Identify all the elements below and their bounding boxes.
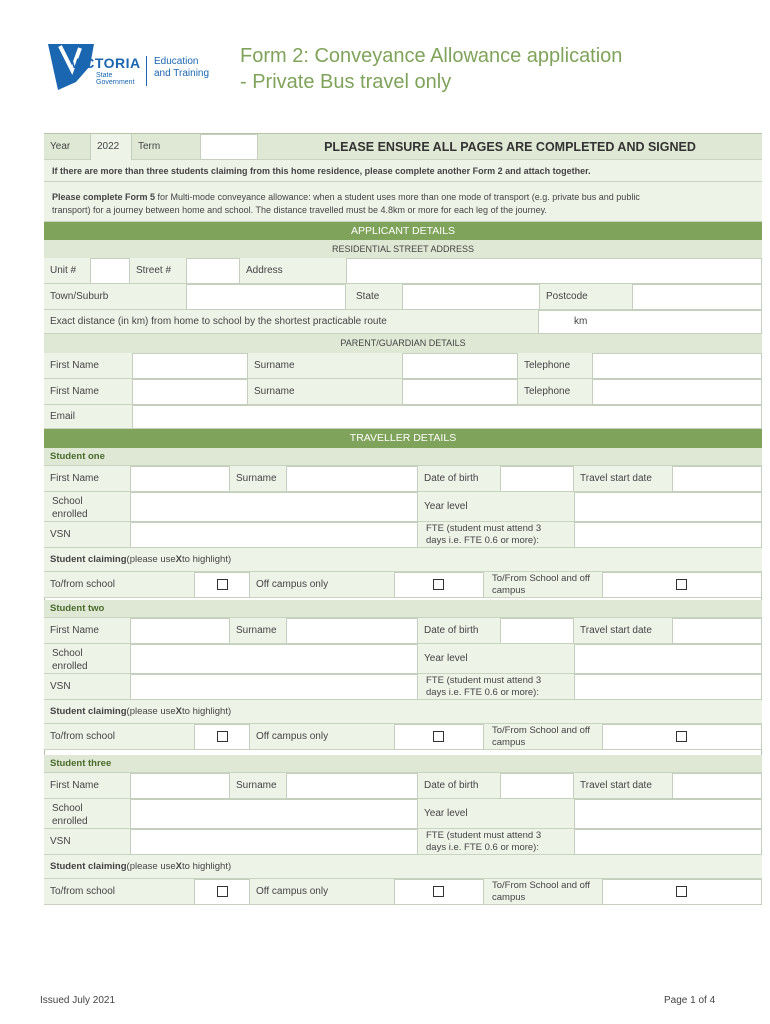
state-label: State	[356, 291, 380, 302]
student2-to-from-label: To/from school	[50, 731, 116, 742]
student1-vsn-input[interactable]	[130, 522, 418, 548]
student2-first-name-label: First Name	[50, 625, 99, 636]
student1-fte-label-2: days i.e. FTE 0.6 or more):	[426, 535, 539, 546]
street-input[interactable]	[186, 258, 240, 284]
student1-school-label-2: enrolled	[52, 509, 88, 520]
term-input[interactable]	[200, 134, 258, 160]
student3-surname-input[interactable]	[286, 773, 418, 799]
student1-first-name-input[interactable]	[130, 466, 230, 492]
student1-fte-label-1: FTE (student must attend 3	[426, 523, 542, 534]
student1-both-label	[492, 573, 590, 597]
student1-both-checkbox[interactable]	[676, 579, 687, 590]
town-label: Town/Suburb	[50, 291, 109, 302]
postcode-label: Postcode	[546, 291, 588, 302]
student2-year-level-label: Year level	[424, 653, 468, 664]
student2-claim-bold: Student claiming	[50, 706, 127, 717]
student3-school-input[interactable]	[130, 799, 418, 829]
student1-year-level-input[interactable]	[574, 492, 762, 522]
traveller-details-heading: TRAVELLER DETAILS	[44, 429, 762, 448]
student3-dob-label: Date of birth	[424, 780, 479, 791]
student3-to-from-label: To/from school	[50, 886, 116, 897]
student1-off-campus-checkbox[interactable]	[433, 579, 444, 590]
logo-divider	[146, 56, 147, 86]
logo	[46, 42, 226, 94]
student2-surname-input[interactable]	[286, 618, 418, 644]
student2-school-label-2: enrolled	[52, 661, 88, 672]
student2-fte-label-1: FTE (student must attend 3	[426, 675, 542, 686]
student1-both-label-1: To/From School and off	[492, 573, 591, 584]
logo-state-text: State	[96, 72, 113, 79]
term-label: Term	[138, 141, 161, 152]
student3-both-checkbox[interactable]	[676, 886, 687, 897]
student1-first-name-label: First Name	[50, 473, 99, 484]
student2-first-name-input[interactable]	[130, 618, 230, 644]
student2-claim-x: X	[175, 706, 183, 717]
student3-dob-input[interactable]	[500, 773, 574, 799]
student2-fte-label-2: days i.e. FTE 0.6 or more):	[426, 687, 539, 698]
parent1-telephone-label: Telephone	[524, 360, 571, 371]
student1-claim-label	[44, 548, 444, 572]
student2-both-label-2: campus	[492, 737, 526, 748]
parent2-surname-input[interactable]	[402, 379, 518, 405]
student3-fte-label	[426, 830, 541, 854]
student1-to-from-checkbox[interactable]	[217, 579, 228, 590]
student2-claim-label	[44, 700, 444, 724]
student2-claim-a: (please use	[126, 706, 176, 717]
student3-fte-label-1: FTE (student must attend 3	[426, 830, 542, 841]
student2-fte-label	[426, 675, 541, 699]
student1-dob-input[interactable]	[500, 466, 574, 492]
student2-school-label	[52, 647, 88, 673]
student1-surname-input[interactable]	[286, 466, 418, 492]
email-label: Email	[50, 411, 76, 422]
year-value: 2022	[90, 134, 132, 160]
student2-dob-label: Date of birth	[424, 625, 479, 636]
student2-year-level-input[interactable]	[574, 644, 762, 674]
student3-to-from-checkbox[interactable]	[217, 886, 228, 897]
student3-year-level-label: Year level	[424, 808, 468, 819]
student2-fte-input[interactable]	[574, 674, 762, 700]
student2-off-campus-label: Off campus only	[256, 731, 329, 742]
logo-victoria-text: VICTORIA	[70, 55, 141, 71]
student2-to-from-checkbox[interactable]	[217, 731, 228, 742]
student1-off-campus-label: Off campus only	[256, 579, 329, 590]
page-number: Page 1 of 4	[664, 995, 716, 1006]
logo-government-text: Government	[96, 79, 135, 86]
info-form5	[52, 191, 758, 217]
student3-fte-input[interactable]	[574, 829, 762, 855]
distance-label: Exact distance (in km) from home to school by the shortest practicable route	[50, 316, 387, 327]
form-title-line2: - Private Bus travel only	[240, 71, 452, 93]
town-input[interactable]	[186, 284, 346, 310]
student1-start-label: Travel start date	[580, 473, 652, 484]
parent2-telephone-label: Telephone	[524, 386, 571, 397]
student1-fte-label	[426, 523, 541, 547]
parent2-surname-label: Surname	[254, 386, 295, 397]
student3-first-name-input[interactable]	[130, 773, 230, 799]
student2-both-checkbox[interactable]	[676, 731, 687, 742]
student2-dob-input[interactable]	[500, 618, 574, 644]
unit-input[interactable]	[90, 258, 130, 284]
student3-claim-x: X	[175, 861, 183, 872]
student2-start-label: Travel start date	[580, 625, 652, 636]
student1-school-label-1: School	[52, 496, 83, 507]
student3-both-label-2: campus	[492, 892, 526, 903]
email-input[interactable]	[132, 405, 762, 429]
student1-claim-x: X	[175, 554, 183, 565]
student3-both-label-1: To/From School and off	[492, 880, 591, 891]
student2-start-input[interactable]	[672, 618, 762, 644]
parent2-telephone-input[interactable]	[592, 379, 762, 405]
student2-heading: Student two	[50, 603, 105, 614]
student3-off-campus-checkbox[interactable]	[433, 886, 444, 897]
student3-school-label	[52, 802, 88, 828]
unit-label: Unit #	[50, 265, 77, 276]
logo-dept-line1: Education	[154, 56, 199, 67]
student1-dob-label: Date of birth	[424, 473, 479, 484]
issued-date: Issued July 2021	[40, 995, 116, 1006]
student1-heading: Student one	[50, 451, 105, 462]
student3-school-label-2: enrolled	[52, 816, 88, 827]
student3-fte-label-2: days i.e. FTE 0.6 or more):	[426, 842, 539, 853]
student1-surname-label: Surname	[236, 473, 277, 484]
parent1-first-name-label: First Name	[50, 360, 99, 371]
parent2-first-name-label: First Name	[50, 386, 99, 397]
student3-claim-bold: Student claiming	[50, 861, 127, 872]
student2-school-input[interactable]	[130, 644, 418, 674]
address-label: Address	[246, 265, 283, 276]
student3-claim-b: to highlight)	[182, 861, 232, 872]
student3-vsn-label: VSN	[50, 836, 71, 847]
student1-claim-a: (please use	[126, 554, 176, 565]
student3-year-level-input[interactable]	[574, 799, 762, 829]
student1-both-label-2: campus	[492, 585, 526, 596]
completion-notice: PLEASE ENSURE ALL PAGES ARE COMPLETED AND SIGNED	[324, 140, 696, 154]
student1-start-input[interactable]	[672, 466, 762, 492]
student1-school-input[interactable]	[130, 492, 418, 522]
student1-school-label	[52, 495, 88, 521]
student1-fte-input[interactable]	[574, 522, 762, 548]
student3-surname-label: Surname	[236, 780, 277, 791]
student3-both-label	[492, 880, 590, 904]
info-multiple-students: If there are more than three students claiming from this home residence, please complete another Form 2 and attach together.	[52, 166, 591, 176]
year-label: Year	[50, 141, 71, 152]
state-input[interactable]	[402, 284, 540, 310]
parent1-first-name-input[interactable]	[132, 353, 248, 379]
student2-school-label-1: School	[52, 648, 83, 659]
student3-heading: Student three	[50, 758, 112, 769]
applicant-details-heading: APPLICANT DETAILS	[44, 222, 762, 240]
info-form5-bold: Please complete Form 5	[52, 192, 156, 202]
student3-start-input[interactable]	[672, 773, 762, 799]
student2-both-label-1: To/From School and off	[492, 725, 591, 736]
student1-vsn-label: VSN	[50, 529, 71, 540]
info-form5-line3: transport) for a journey between home and school. The distance travelled must be 4.8km or more for each leg of the journey.	[52, 205, 547, 215]
logo-dept-line2: and Training	[154, 68, 210, 79]
student1-to-from-label: To/from school	[50, 579, 116, 590]
address-input[interactable]	[346, 258, 762, 284]
student3-school-label-1: School	[52, 803, 83, 814]
student1-claim-bold: Student claiming	[50, 554, 127, 565]
student1-claim-b: to highlight)	[182, 554, 232, 565]
street-label: Street #	[136, 265, 172, 276]
student2-both-label	[492, 725, 590, 749]
info-form5-rest: for Multi-mode conveyance allowance: when a student uses more than one mode of transport (e.g. private bus and public	[155, 192, 640, 202]
parent1-surname-input[interactable]	[402, 353, 518, 379]
student2-vsn-label: VSN	[50, 681, 71, 692]
student3-off-campus-label: Off campus only	[256, 886, 329, 897]
parent1-surname-label: Surname	[254, 360, 295, 371]
parent-guardian-heading: PARENT/GUARDIAN DETAILS	[44, 334, 762, 353]
student3-start-label: Travel start date	[580, 780, 652, 791]
postcode-input[interactable]	[632, 284, 762, 310]
student2-claim-b: to highlight)	[182, 706, 232, 717]
student3-claim-a: (please use	[126, 861, 176, 872]
student2-off-campus-checkbox[interactable]	[433, 731, 444, 742]
student1-year-level-label: Year level	[424, 501, 468, 512]
student3-claim-label	[44, 855, 444, 879]
parent2-first-name-input[interactable]	[132, 379, 248, 405]
form-title-line1: Form 2: Conveyance Allowance application	[240, 45, 623, 67]
student3-vsn-input[interactable]	[130, 829, 418, 855]
km-unit: km	[574, 316, 588, 327]
parent1-telephone-input[interactable]	[592, 353, 762, 379]
residential-address-heading: RESIDENTIAL STREET ADDRESS	[44, 240, 762, 258]
student3-first-name-label: First Name	[50, 780, 99, 791]
student2-surname-label: Surname	[236, 625, 277, 636]
student2-vsn-input[interactable]	[130, 674, 418, 700]
